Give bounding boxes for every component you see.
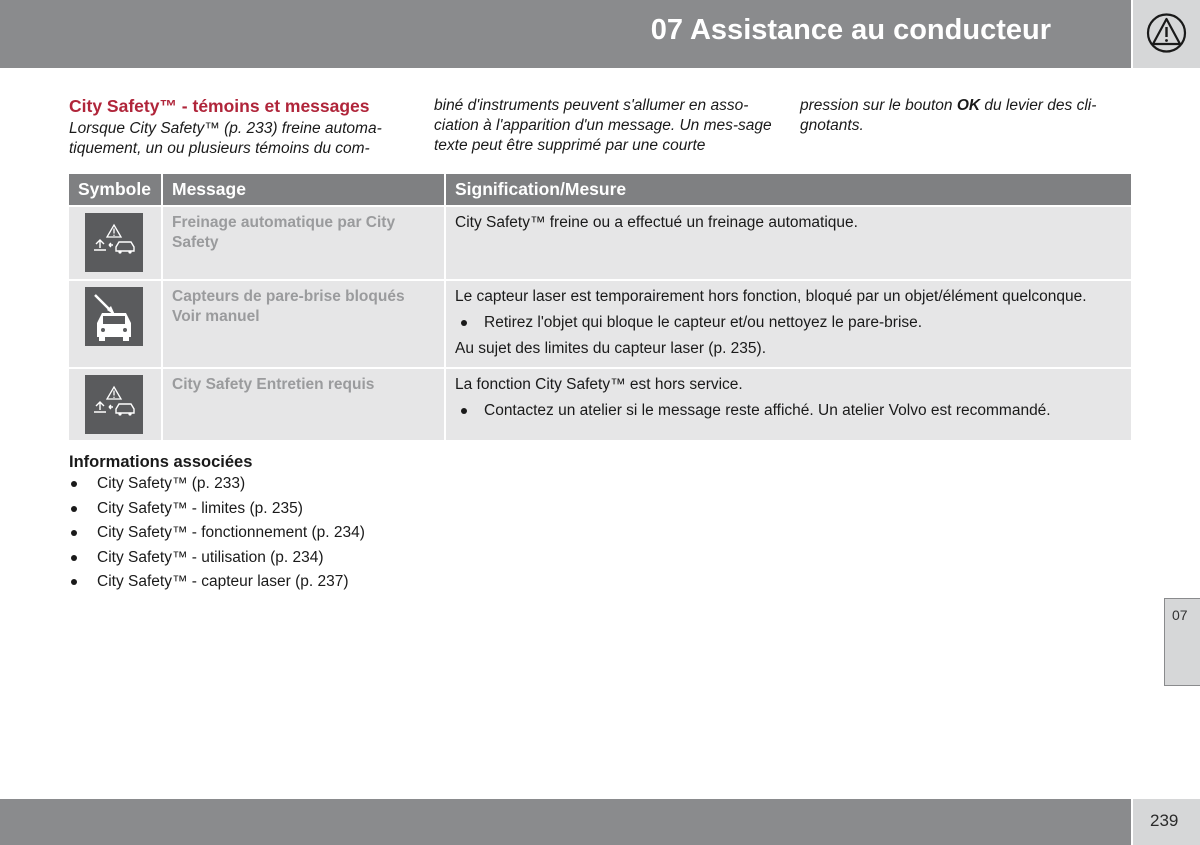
- warning-triangle-icon: [1145, 13, 1188, 53]
- related-list: [69, 472, 569, 595]
- message-label: Freinage automatique par City Safety: [172, 214, 396, 251]
- intro-text-1: Lorsque City Safety™ (p. 233) freine automa-tiquement, un ou plusieurs témoins du com-: [69, 120, 382, 157]
- meaning-cell: [446, 279, 1131, 367]
- symbol-cell: [69, 205, 163, 279]
- intro-text-2: biné d'instruments peuvent s'allumer en asso-ciation à l'apparition d'un message. Un mes-sage texte peut être supprimé par une courte: [434, 97, 772, 154]
- symbol-cell: [69, 367, 163, 440]
- table-row: [69, 279, 1131, 367]
- section-title: City Safety™ - témoins et messages: [69, 96, 370, 116]
- column-header-meaning: Signification/Mesure: [446, 174, 1131, 205]
- intro-column-2: [434, 96, 774, 156]
- meaning-text: La fonction City Safety™ est hors service.: [455, 376, 743, 393]
- chapter-tab-label: 07: [1172, 607, 1188, 623]
- action-bullet: Contactez un atelier si le message reste affiché. Un atelier Volvo est recommandé.: [455, 401, 1122, 421]
- city-safety-warning-icon: [85, 213, 143, 272]
- page-number: 239: [1150, 811, 1179, 830]
- bullet-icon: [461, 320, 467, 326]
- page-number-box: [1133, 799, 1200, 845]
- intro-column-1: [69, 95, 409, 159]
- chapter-tab[interactable]: [1164, 598, 1200, 686]
- message-label: City Safety Entretien requis: [172, 376, 375, 393]
- message-label: Capteurs de pare-brise bloqués Voir manuel: [172, 288, 405, 325]
- bullet-icon: [71, 481, 77, 487]
- intro-column-3: [800, 96, 1130, 136]
- symbol-cell: [69, 279, 163, 367]
- meaning-text: Le capteur laser est temporairement hors fonction, bloqué par un objet/élément quelconque.: [455, 288, 1087, 305]
- page-footer: [0, 799, 1131, 845]
- related-link[interactable]: City Safety™ - utilisation (p. 234): [69, 546, 569, 571]
- column-header-symbol: Symbole: [69, 174, 163, 205]
- city-safety-service-icon: [85, 375, 143, 434]
- ok-button-label: OK: [956, 97, 981, 114]
- windscreen-sensor-blocked-icon: [85, 287, 143, 346]
- meaning-text: City Safety™ freine ou a effectué un freinage automatique.: [455, 214, 858, 231]
- bullet-icon: [71, 506, 77, 512]
- table-header-row: [69, 174, 1131, 205]
- message-cell: [163, 279, 446, 367]
- column-header-message: Message: [163, 174, 446, 205]
- related-link[interactable]: City Safety™ - fonctionnement (p. 234): [69, 521, 569, 546]
- bullet-icon: [71, 579, 77, 585]
- related-link[interactable]: City Safety™ - capteur laser (p. 237): [69, 570, 569, 595]
- chapter-title: 07 Assistance au conducteur: [650, 14, 1051, 46]
- meaning-cell: [446, 367, 1131, 440]
- related-title: Informations associées: [69, 453, 253, 471]
- reference-note[interactable]: Au sujet des limites du capteur laser (p. 235).: [455, 340, 767, 357]
- related-link[interactable]: City Safety™ - limites (p. 235): [69, 497, 569, 522]
- page-header: [0, 0, 1131, 68]
- message-cell: [163, 367, 446, 440]
- table-row: [69, 367, 1131, 440]
- bullet-icon: [461, 408, 467, 414]
- bullet-icon: [71, 555, 77, 561]
- chapter-icon-box: [1133, 0, 1200, 68]
- intro-text-3: pression sur le bouton OK du levier des cli-gnotants.: [800, 97, 1097, 134]
- message-cell: [163, 205, 446, 279]
- symbols-messages-table: [69, 174, 1131, 440]
- related-link[interactable]: City Safety™ (p. 233): [69, 472, 569, 497]
- meaning-cell: [446, 205, 1131, 279]
- action-bullet: Retirez l'objet qui bloque le capteur et/ou nettoyez le pare-brise.: [455, 313, 1122, 333]
- related-information: [69, 452, 569, 595]
- table-row: [69, 205, 1131, 279]
- bullet-icon: [71, 530, 77, 536]
